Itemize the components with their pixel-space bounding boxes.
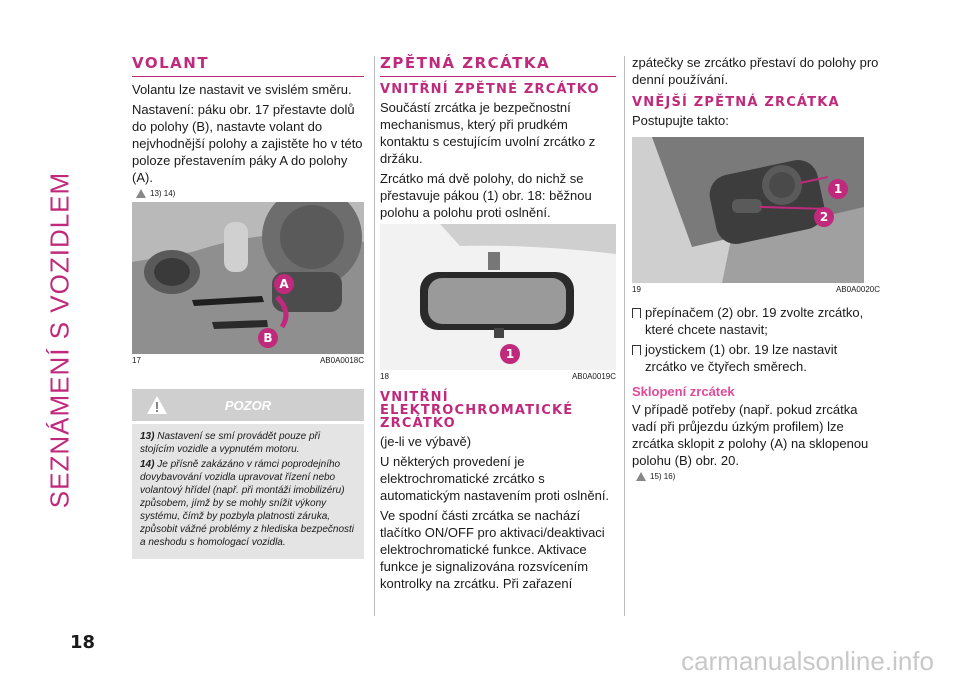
section-heading-volant: VOLANT bbox=[132, 54, 364, 77]
warning-box-body bbox=[132, 421, 364, 559]
figure-19-mirror-controls bbox=[632, 137, 864, 283]
bullet-icon bbox=[632, 345, 641, 355]
warning-refs-text: 15) 16) bbox=[650, 472, 676, 481]
warning-item bbox=[140, 430, 356, 456]
figure-marker-1: 1 bbox=[500, 344, 520, 364]
list-item bbox=[632, 304, 880, 341]
figure-marker-1: 1 bbox=[828, 179, 848, 199]
figure-marker-a: A bbox=[274, 274, 294, 294]
list-item bbox=[632, 341, 880, 378]
paragraph: Součástí zrcátka je bezpečnostní mechanismus, který při prudkém kontaktu s cestujícím uvolní zrcátko z držáku. bbox=[380, 100, 596, 166]
warning-refs bbox=[136, 189, 364, 198]
figure-caption bbox=[380, 372, 616, 381]
warning-box-header bbox=[132, 389, 364, 421]
warning-item-number: 14) bbox=[140, 459, 155, 470]
column-steering-wheel bbox=[132, 54, 364, 559]
paragraph: Volantu lze nastavit ve svislém směru. bbox=[132, 82, 352, 97]
warning-item-number: 13) bbox=[140, 431, 155, 442]
figure-number: 19 bbox=[632, 285, 641, 294]
figure-number: 17 bbox=[132, 356, 141, 365]
paragraph: Ve spodní části zrcátka se nachází tlačítko ON/OFF pro aktivaci/deaktivaci elektrochromatické funkce. Aktivace funkce je signalizována rozsvícením kontrolky na zrcátku. Při zařazení bbox=[380, 508, 605, 591]
figure-marker-2: 2 bbox=[814, 207, 834, 227]
paragraph: Zrcátko má dvě polohy, do nichž se přestavuje pákou (1) obr. 18: běžnou polohu a polohu proti oslnění. bbox=[380, 171, 592, 220]
paragraph: U některých provedení je elektrochromatické zrcátko s automatickým nastavením proti oslnění. bbox=[380, 454, 610, 503]
figure-code: AB0A0019C bbox=[571, 372, 616, 381]
paragraph: zpátečky se zrcátko přestaví do polohy pro denní používání. bbox=[632, 55, 879, 87]
list-item-text: přepínačem (2) obr. 19 zvolte zrcátko, které chcete nastavit; bbox=[645, 305, 864, 337]
chapter-side-title: SEZNÁMENÍ S VOZIDLEM bbox=[44, 171, 75, 509]
list-item-text: joystickem (1) obr. 19 lze nastavit zrcátko ve čtyřech směrech. bbox=[645, 342, 838, 374]
section-heading-mirrors: ZPĚTNÁ ZRCÁTKA bbox=[380, 54, 616, 77]
warning-triangle-icon bbox=[636, 472, 646, 481]
figure-17-steering-lever bbox=[132, 202, 364, 354]
figure-caption bbox=[632, 285, 880, 294]
warning-refs bbox=[636, 472, 880, 481]
warning-refs-text: 13) 14) bbox=[150, 189, 176, 198]
warning-item-text: Nastavení se smí provádět pouze při stojícím vozidle a vypnutém motoru. bbox=[140, 431, 321, 455]
column-divider bbox=[374, 56, 375, 616]
warning-item-text: Je přísně zakázáno v rámci poprodejního dovybavování vozidla upravovat řízení nebo volantový hřídel (např. při montáži imobilizéru) způsobem, jímž by se mohly snížit výkony systému, čímž by pozbyla platnosti záruka, způsobit vážné problémy z hlediska bezpečnosti a neshodu s homologací vozidla. bbox=[140, 459, 355, 548]
subheading-interior-mirror: VNITŘNÍ ZPĚTNÉ ZRCÁTKO bbox=[380, 82, 600, 97]
figure-18-rearview-mirror bbox=[380, 224, 616, 370]
paragraph: V případě potřeby (např. pokud zrcátka vadí při průjezdu úzkým profilem) lze zrcátka sklopit z polohy (A) na sklopenou polohu (B) obr. 20. bbox=[632, 402, 869, 468]
figure-code: AB0A0018C bbox=[319, 356, 364, 365]
figure-code: AB0A0020C bbox=[835, 285, 880, 294]
subheading-exterior-mirrors: VNĚJŠÍ ZPĚTNÁ ZRCÁTKA bbox=[632, 95, 840, 110]
figure-caption bbox=[132, 356, 364, 365]
warning-triangle-icon bbox=[146, 395, 168, 415]
steering-column-illustration bbox=[132, 202, 364, 354]
watermark: carmanualsonline.info bbox=[681, 646, 934, 676]
warning-triangle-icon bbox=[136, 189, 146, 198]
paragraph: (je-li ve výbavě) bbox=[380, 434, 472, 449]
warning-title: POZOR bbox=[224, 397, 272, 413]
paragraph: Nastavení: páku obr. 17 přestavte dolů do polohy (B), nastavte volant do nejvhodnější polohy a zajistěte ho v této poloze přestavením páky A do polohy (A). bbox=[132, 102, 363, 185]
column-mirrors bbox=[380, 54, 616, 595]
subheading-electrochromatic-mirror: VNITŘNÍ ELEKTROCHROMATICKÉ ZRCÁTKO bbox=[380, 390, 574, 431]
paragraph: Postupujte takto: bbox=[632, 113, 729, 128]
figure-marker-b: B bbox=[258, 328, 278, 348]
column-divider bbox=[624, 56, 625, 616]
bullet-icon bbox=[632, 308, 641, 318]
page-number: 18 bbox=[70, 632, 96, 653]
subheading-folding-mirrors: Sklopení zrcátek bbox=[632, 384, 735, 399]
column-exterior-mirrors bbox=[632, 54, 880, 485]
figure-number: 18 bbox=[380, 372, 389, 381]
rearview-mirror-illustration bbox=[380, 224, 616, 370]
warning-item bbox=[140, 458, 356, 549]
